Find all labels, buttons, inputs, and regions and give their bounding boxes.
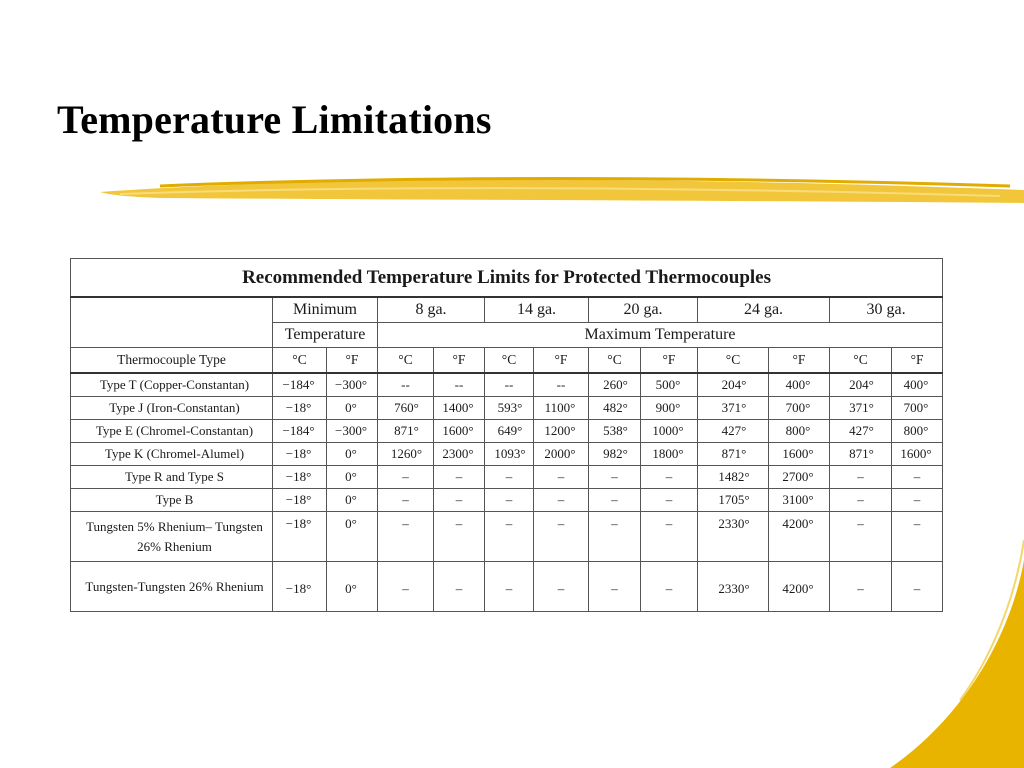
maximum-temperature-label: Maximum Temperature xyxy=(378,323,943,348)
maximum-temperature-cell: – xyxy=(434,466,485,489)
gauge-header: 8 ga. xyxy=(378,297,485,323)
maximum-temperature-cell: -- xyxy=(434,373,485,397)
maximum-temperature-cell: 482° xyxy=(589,397,641,420)
maximum-temperature-cell: – xyxy=(830,562,892,612)
gauge-header: 14 ga. xyxy=(485,297,589,323)
unit-header: °F xyxy=(769,348,830,374)
maximum-temperature-cell: 982° xyxy=(589,443,641,466)
unit-header: °C xyxy=(830,348,892,374)
maximum-temperature-cell: 500° xyxy=(641,373,698,397)
maximum-temperature-cell: -- xyxy=(534,373,589,397)
maximum-temperature-cell: 538° xyxy=(589,420,641,443)
maximum-temperature-cell: – xyxy=(534,562,589,612)
gauge-header: 24 ga. xyxy=(698,297,830,323)
maximum-temperature-cell: – xyxy=(589,512,641,562)
maximum-temperature-cell: 371° xyxy=(698,397,769,420)
unit-header: °C xyxy=(698,348,769,374)
maximum-temperature-cell: – xyxy=(892,466,943,489)
unit-header: °F xyxy=(434,348,485,374)
table-row xyxy=(71,466,943,489)
minimum-temperature-cell: −18° xyxy=(273,512,327,562)
maximum-temperature-cell: – xyxy=(641,489,698,512)
minimum-temperature-cell: −300° xyxy=(327,373,378,397)
maximum-temperature-cell: 427° xyxy=(830,420,892,443)
thermocouple-type-cell: Type K (Chromel-Alumel) xyxy=(71,443,273,466)
maximum-temperature-cell: – xyxy=(378,512,434,562)
maximum-temperature-cell: – xyxy=(892,489,943,512)
minimum-temperature-cell: −184° xyxy=(273,420,327,443)
unit-header: °C xyxy=(485,348,534,374)
maximum-temperature-cell: 3100° xyxy=(769,489,830,512)
maximum-temperature-cell: 1600° xyxy=(769,443,830,466)
maximum-temperature-cell: – xyxy=(892,562,943,612)
maximum-temperature-cell: – xyxy=(485,562,534,612)
table-caption: Recommended Temperature Limits for Protected Thermocouples xyxy=(71,259,943,298)
maximum-temperature-cell: – xyxy=(830,512,892,562)
maximum-temperature-cell: 204° xyxy=(698,373,769,397)
blank-header-cell xyxy=(71,297,273,348)
gauge-header: 30 ga. xyxy=(830,297,943,323)
table-row xyxy=(71,562,943,612)
thermocouple-type-cell: Type B xyxy=(71,489,273,512)
minimum-temperature-cell: 0° xyxy=(327,397,378,420)
maximum-temperature-cell: 1100° xyxy=(534,397,589,420)
minimum-temperature-cell: −18° xyxy=(273,397,327,420)
maximum-temperature-cell: 1705° xyxy=(698,489,769,512)
thermocouple-type-cell: Type T (Copper-Constantan) xyxy=(71,373,273,397)
maximum-temperature-cell: 1260° xyxy=(378,443,434,466)
minimum-temperature-cell: −18° xyxy=(273,466,327,489)
maximum-temperature-cell: – xyxy=(434,512,485,562)
unit-header: °C xyxy=(378,348,434,374)
maximum-temperature-cell: – xyxy=(830,489,892,512)
maximum-temperature-cell: 427° xyxy=(698,420,769,443)
unit-header: °C xyxy=(273,348,327,374)
maximum-temperature-cell: 2000° xyxy=(534,443,589,466)
maximum-temperature-cell: – xyxy=(534,512,589,562)
maximum-temperature-cell: – xyxy=(534,489,589,512)
table-row xyxy=(71,420,943,443)
maximum-temperature-cell: 4200° xyxy=(769,562,830,612)
maximum-temperature-cell: 1600° xyxy=(892,443,943,466)
maximum-temperature-cell: 1482° xyxy=(698,466,769,489)
minimum-temperature-cell: 0° xyxy=(327,512,378,562)
maximum-temperature-cell: 649° xyxy=(485,420,534,443)
maximum-temperature-cell: 871° xyxy=(698,443,769,466)
minimum-temperature-cell: 0° xyxy=(327,489,378,512)
maximum-temperature-cell: 4200° xyxy=(769,512,830,562)
maximum-temperature-cell: 800° xyxy=(892,420,943,443)
minimum-temperature-cell: −300° xyxy=(327,420,378,443)
table-row xyxy=(71,443,943,466)
maximum-temperature-cell: – xyxy=(830,466,892,489)
thermocouple-type-cell: Type J (Iron-Constantan) xyxy=(71,397,273,420)
maximum-temperature-cell: 400° xyxy=(769,373,830,397)
unit-header: °C xyxy=(589,348,641,374)
table-row xyxy=(71,512,943,562)
thermocouple-type-cell: Tungsten 5% Rhenium– Tungsten 26% Rhenium xyxy=(71,512,273,562)
gauge-header: 20 ga. xyxy=(589,297,698,323)
maximum-temperature-cell: 700° xyxy=(769,397,830,420)
unit-header: °F xyxy=(641,348,698,374)
maximum-temperature-cell: – xyxy=(378,466,434,489)
maximum-temperature-cell: 800° xyxy=(769,420,830,443)
maximum-temperature-cell: 1400° xyxy=(434,397,485,420)
thermocouple-type-cell: Type R and Type S xyxy=(71,466,273,489)
table-row xyxy=(71,397,943,420)
maximum-temperature-cell: – xyxy=(589,489,641,512)
maximum-temperature-cell: -- xyxy=(485,373,534,397)
thermocouple-type-header: Thermocouple Type xyxy=(71,348,273,374)
maximum-temperature-cell: – xyxy=(378,562,434,612)
maximum-temperature-cell: – xyxy=(485,466,534,489)
maximum-temperature-cell: 371° xyxy=(830,397,892,420)
maximum-temperature-cell: 2330° xyxy=(698,512,769,562)
maximum-temperature-cell: 760° xyxy=(378,397,434,420)
thermocouple-type-cell: Tungsten-Tungsten 26% Rhenium xyxy=(71,562,273,612)
temperature-label: Temperature xyxy=(273,323,378,348)
maximum-temperature-cell: 1800° xyxy=(641,443,698,466)
maximum-temperature-cell: – xyxy=(892,512,943,562)
minimum-temperature-cell: 0° xyxy=(327,466,378,489)
slide-title: Temperature Limitations xyxy=(57,97,492,142)
table-row xyxy=(71,489,943,512)
maximum-temperature-cell: 900° xyxy=(641,397,698,420)
maximum-temperature-cell: – xyxy=(434,489,485,512)
brush-stroke-decoration xyxy=(0,0,1024,230)
maximum-temperature-cell: 2700° xyxy=(769,466,830,489)
maximum-temperature-cell: – xyxy=(641,512,698,562)
maximum-temperature-cell: – xyxy=(485,489,534,512)
maximum-temperature-cell: 1000° xyxy=(641,420,698,443)
thermocouple-table-figure xyxy=(70,258,942,607)
maximum-temperature-cell: 400° xyxy=(892,373,943,397)
minimum-label: Minimum xyxy=(273,297,378,323)
minimum-temperature-cell: −18° xyxy=(273,443,327,466)
maximum-temperature-cell: 260° xyxy=(589,373,641,397)
unit-header: °F xyxy=(534,348,589,374)
unit-header: °F xyxy=(327,348,378,374)
maximum-temperature-cell: – xyxy=(641,562,698,612)
thermocouple-limits-table xyxy=(70,258,943,612)
maximum-temperature-cell: – xyxy=(589,562,641,612)
maximum-temperature-cell: – xyxy=(534,466,589,489)
table-row xyxy=(71,373,943,397)
unit-header: °F xyxy=(892,348,943,374)
maximum-temperature-cell: – xyxy=(641,466,698,489)
maximum-temperature-cell: 2300° xyxy=(434,443,485,466)
maximum-temperature-cell: 2330° xyxy=(698,562,769,612)
maximum-temperature-cell: – xyxy=(378,489,434,512)
maximum-temperature-cell: 1093° xyxy=(485,443,534,466)
maximum-temperature-cell: -- xyxy=(378,373,434,397)
maximum-temperature-cell: 700° xyxy=(892,397,943,420)
maximum-temperature-cell: 871° xyxy=(378,420,434,443)
maximum-temperature-cell: – xyxy=(485,512,534,562)
maximum-temperature-cell: 1600° xyxy=(434,420,485,443)
minimum-temperature-cell: 0° xyxy=(327,443,378,466)
maximum-temperature-cell: 204° xyxy=(830,373,892,397)
maximum-temperature-cell: 593° xyxy=(485,397,534,420)
minimum-temperature-cell: −184° xyxy=(273,373,327,397)
maximum-temperature-cell: 871° xyxy=(830,443,892,466)
thermocouple-type-cell: Type E (Chromel-Constantan) xyxy=(71,420,273,443)
maximum-temperature-cell: 1200° xyxy=(534,420,589,443)
maximum-temperature-cell: – xyxy=(434,562,485,612)
maximum-temperature-cell: – xyxy=(589,466,641,489)
minimum-temperature-cell: −18° xyxy=(273,562,327,612)
minimum-temperature-cell: −18° xyxy=(273,489,327,512)
minimum-temperature-cell: 0° xyxy=(327,562,378,612)
